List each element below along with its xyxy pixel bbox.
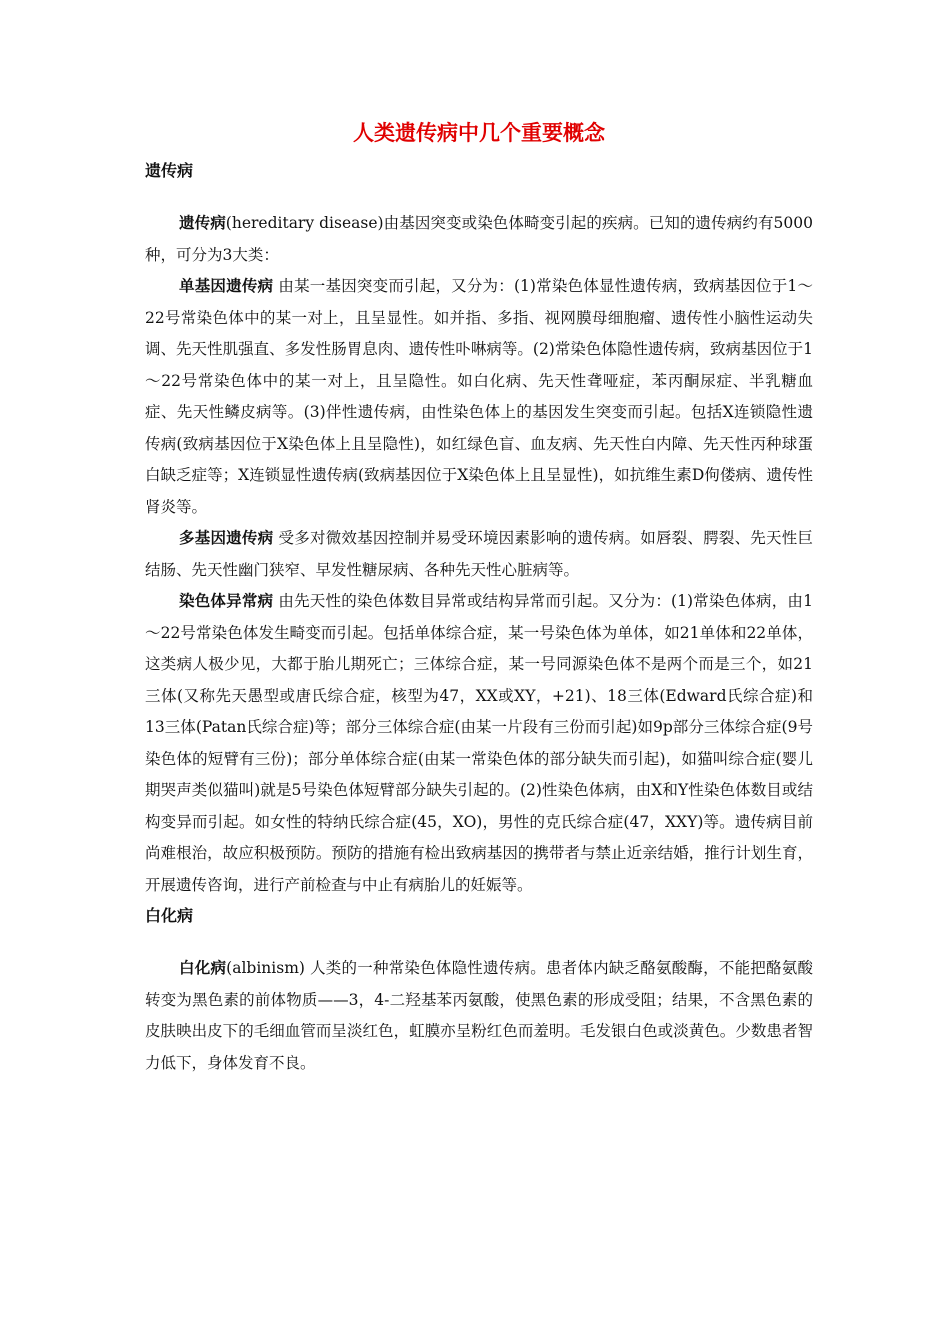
paragraph-albinism <box>145 953 813 1079</box>
paragraph-text: 由先天性的染色体数目异常或结构异常而引起。又分为：(1)常染色体病，由1～22号常染色体发生畸变而引起。包括单体综合症，某一号染色体为单体，如21单体和22单体，这类病人极少见，大都于胎儿期死亡；三体综合症，某一号同源染色体不是两个而是三个，如21三体(又称先天愚型或唐氏综合症，核型为47，XX或XY，+21)、18三体(Edward氏综合症)和13三体(Patan氏综合症)等；部分三体综合症(由某一片段有三份而引起)如9p部分三体综合症(9号染色体的短臂有三份)；部分单体综合症(由某一常染色体的部分缺失而引起)，如猫叫综合症(婴儿期哭声类似猫叫)就是5号染色体短臂部分缺失引起的。(2)性染色体病，由X和Y性染色体数目或结构变异而引起。如女性的特纳氏综合症(45，XO)，男性的克氏综合症(47，XXY)等。遗传病目前尚难根治，故应积极预防。预防的措施有检出致病基因的携带者与禁止近亲结婚，推行计划生育，开展遗传咨询，进行产前检查与中止有病胎儿的妊娠等。 <box>145 592 813 894</box>
paragraph-chromosome <box>145 586 813 901</box>
document-page <box>145 118 813 1079</box>
section-heading: 白化病 <box>145 906 194 925</box>
paragraph-text: 由某一基因突变而引起，又分为：(1)常染色体显性遗传病，致病基因位于1～22号常染色体中的某一对上，且呈显性。如并指、多指、视网膜母细胞瘤、遗传性小脑性运动失调、先天性肌强直、多发性肠胃息肉、遗传性卟啉病等。(2)常染色体隐性遗传病，致病基因位于1～22号常染色体中的某一对上，且呈隐性。如白化病、先天性聋哑症，苯丙酮尿症、半乳糖血症、先天性鳞皮病等。(3)伴性遗传病，由性染色体上的基因发生突变而引起。包括X连锁隐性遗传病(致病基因位于X染色体上且呈隐性)，如红绿色盲、血友病、先天性白内障、先天性丙种球蛋白缺乏症等；X连锁显性遗传病(致病基因位于X染色体上且呈显性)，如抗维生素D佝偻病、遗传性肾炎等。 <box>145 277 813 516</box>
paragraph-definition <box>145 208 813 271</box>
paragraph-text: 受多对微效基因控制并易受环境因素影响的遗传病。如唇裂、腭裂、先天性巨结肠、先天性幽门狭窄、早发性糖尿病、各种先天性心脏病等。 <box>145 529 813 579</box>
paragraph-text: (albinism) 人类的一种常染色体隐性遗传病。患者体内缺乏酪氨酸酶，不能把酪氨酸转变为黑色素的前体物质——3，4-二羟基苯丙氨酸，使黑色素的形成受阻；结果，不含黑色素的皮肤映出皮下的毛细血管而呈淡红色，虹膜亦呈粉红色而羞明。毛发银白色或淡黄色。少数患者智力低下，身体发育不良。 <box>145 959 813 1072</box>
paragraph-term: 多基因遗传病 <box>179 529 274 547</box>
paragraph-text: (hereditary disease)由基因突变或染色体畸变引起的疾病。已知的遗传病约有5000种，可分为3大类： <box>145 214 813 264</box>
paragraph-single-gene <box>145 271 813 523</box>
document-title: 人类遗传病中几个重要概念 <box>353 121 605 145</box>
paragraph-term: 染色体异常病 <box>179 592 274 610</box>
paragraph-multi-gene <box>145 523 813 586</box>
paragraph-term: 白化病 <box>179 959 227 977</box>
section-hereditary-disease <box>145 158 813 901</box>
section-heading: 遗传病 <box>145 161 194 180</box>
paragraph-term: 单基因遗传病 <box>179 277 274 295</box>
paragraph-term: 遗传病 <box>179 214 226 232</box>
section-albinism <box>145 903 813 1079</box>
